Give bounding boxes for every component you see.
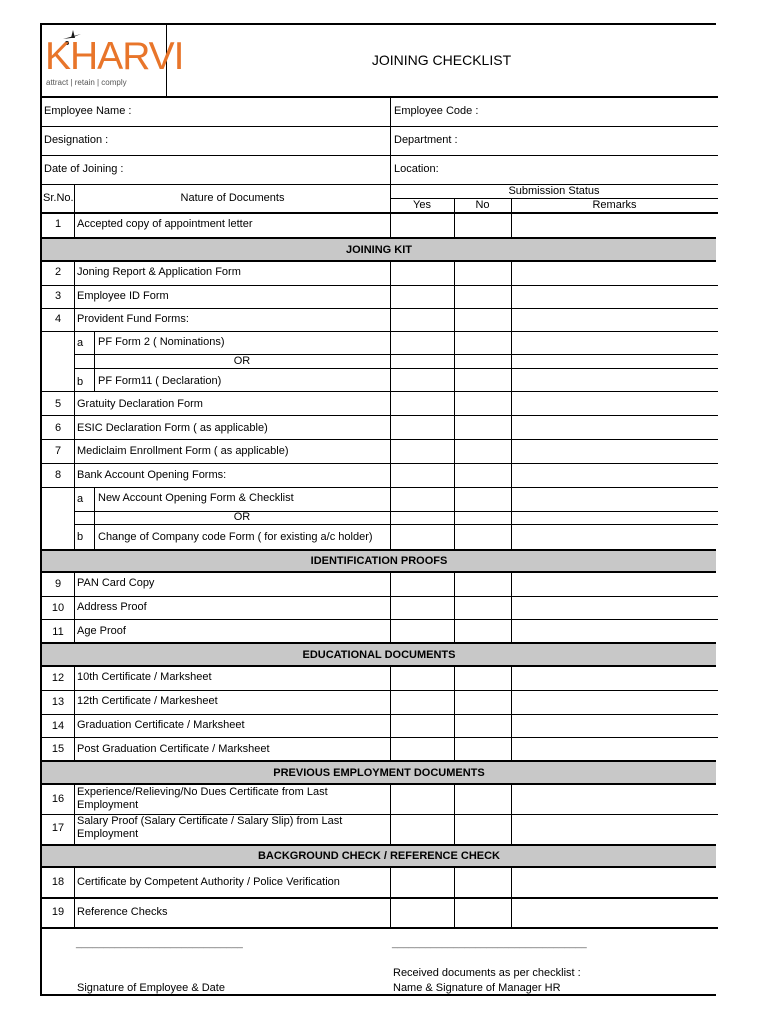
row-number: 11 — [52, 626, 64, 638]
document-label: Joning Report & Application Form — [77, 266, 241, 278]
document-label: Age Proof — [77, 625, 126, 637]
document-label: PAN Card Copy — [77, 577, 155, 589]
section-identification-proofs: IDENTIFICATION PROOFS — [42, 549, 716, 573]
document-label: 12th Certificate / Markesheet — [77, 695, 218, 707]
page-title: JOINING CHECKLIST — [371, 52, 512, 68]
document-label: Salary Proof (Salary Certificate / Salary Slip) from Last Employment — [77, 815, 343, 840]
row-number: 17 — [51, 822, 65, 834]
document-label: Bank Account Opening Forms: — [77, 469, 227, 481]
remarks-header: Remarks — [592, 199, 637, 211]
row-number: 9 — [54, 578, 62, 590]
sub-item-letter: b — [77, 376, 84, 388]
row-number: 19 — [51, 906, 65, 918]
logo — [42, 25, 184, 97]
document-label: Accepted copy of appointment letter — [77, 218, 253, 230]
employee-signature-line: ______________________________ — [76, 938, 243, 949]
document-label: Reference Checks — [77, 906, 168, 918]
row-number: 14 — [51, 720, 65, 732]
logo-text: KHARVI — [45, 35, 184, 78]
hr-signature-label: Name & Signature of Manager HR — [393, 982, 561, 994]
document-label: Change of Company code Form ( for existing a/c holder) — [98, 531, 373, 543]
row-number: 16 — [51, 793, 65, 805]
srno-header: Sr.No. — [43, 192, 74, 204]
row-number: 13 — [51, 696, 65, 708]
section-joining-kit: JOINING KIT — [42, 237, 716, 262]
document-label: Certificate by Competent Authority / Police Verification — [77, 876, 340, 888]
section-previous-employment: PREVIOUS EMPLOYMENT DOCUMENTS — [42, 760, 716, 785]
no-header: No — [475, 199, 490, 211]
row-number: 1 — [54, 218, 62, 230]
location-label: Location: — [394, 163, 439, 175]
sub-item-letter: b — [77, 531, 84, 543]
document-label: Employee ID Form — [77, 290, 169, 302]
submission-status-header: Submission Status — [508, 185, 600, 197]
document-label: Experience/Relieving/No Dues Certificate from Last Employment — [77, 786, 328, 811]
employee-name-label: Employee Name : — [44, 105, 132, 117]
row-number: 5 — [54, 398, 62, 410]
row-number: 8 — [54, 469, 62, 481]
sub-item-letter: a — [77, 493, 84, 505]
designation-label: Designation : — [44, 134, 109, 146]
department-label: Department : — [394, 134, 458, 146]
document-label: PF Form11 ( Declaration) — [98, 375, 222, 387]
hr-received-label: Received documents as per checklist : — [393, 967, 581, 979]
row-number: 3 — [54, 290, 62, 302]
row-number: 12 — [51, 672, 65, 684]
document-label: Post Graduation Certificate / Marksheet — [77, 743, 270, 755]
row-number: 6 — [54, 422, 62, 434]
document-label: Mediclaim Enrollment Form ( as applicable) — [77, 445, 289, 457]
or-separator: OR — [233, 511, 251, 523]
yes-header: Yes — [413, 199, 431, 211]
row-number: 2 — [54, 266, 62, 278]
logo-tagline: attract | retain | comply — [46, 78, 127, 87]
document-label: Address Proof — [77, 601, 147, 613]
section-background-check: BACKGROUND CHECK / REFERENCE CHECK — [42, 844, 716, 868]
document-label: 10th Certificate / Marksheet — [77, 671, 212, 683]
row-number: 10 — [51, 602, 65, 614]
row-number: 18 — [51, 876, 65, 888]
employee-code-label: Employee Code : — [394, 105, 479, 117]
row-number: 15 — [51, 743, 65, 755]
date-of-joining-label: Date of Joining : — [44, 163, 124, 175]
employee-signature-label: Signature of Employee & Date — [77, 982, 225, 994]
document-label: PF Form 2 ( Nominations) — [98, 336, 225, 348]
sub-item-letter: a — [77, 337, 84, 349]
checklist-sheet — [40, 23, 716, 996]
row-number: 7 — [54, 445, 62, 457]
document-label: New Account Opening Form & Checklist — [98, 492, 294, 504]
hr-signature-line: ___________________________________ — [392, 938, 587, 949]
document-label: Graduation Certificate / Marksheet — [77, 719, 245, 731]
section-educational-documents: EDUCATIONAL DOCUMENTS — [42, 642, 716, 667]
nature-header: Nature of Documents — [180, 192, 285, 204]
document-label: ESIC Declaration Form ( as applicable) — [77, 422, 268, 434]
or-separator: OR — [233, 355, 251, 367]
document-label: Provident Fund Forms: — [77, 313, 189, 325]
document-label: Gratuity Declaration Form — [77, 398, 203, 410]
row-number: 4 — [54, 313, 62, 325]
